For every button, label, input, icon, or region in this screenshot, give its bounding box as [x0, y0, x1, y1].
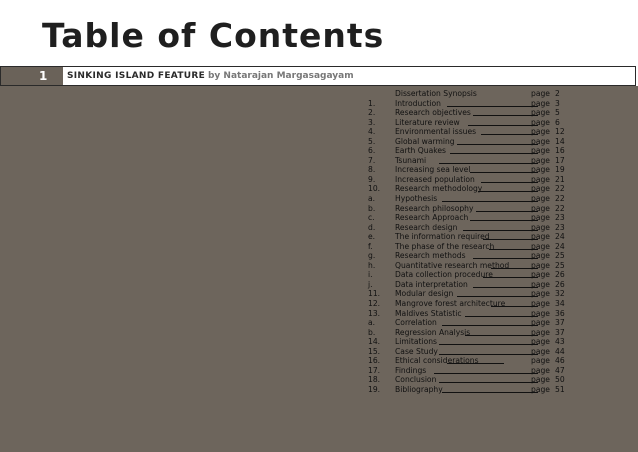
toc-page-number: 23 [555, 222, 565, 232]
toc-entry-number: c. [368, 213, 375, 223]
toc-entry[interactable] [368, 347, 628, 357]
toc-page-label: page [531, 117, 550, 127]
toc-leader-line [442, 325, 538, 326]
toc-entry-number: 7. [368, 155, 376, 165]
toc-page-number: 19 [555, 165, 565, 175]
toc-page-number: 24 [555, 241, 565, 251]
toc-page-number: 26 [555, 270, 565, 280]
toc-entry-title: Research Approach [395, 213, 469, 223]
toc-entry-title: Introduction [395, 98, 441, 108]
toc-entry-number: a. [368, 194, 376, 204]
toc-page-number: 16 [555, 146, 565, 156]
toc-page-label: page [531, 165, 550, 175]
toc-entry-title: Data interpretation [395, 279, 468, 289]
toc-entry[interactable] [368, 232, 628, 242]
toc-entry-title: Increasing sea level [395, 165, 471, 175]
toc-entry[interactable] [368, 375, 628, 385]
toc-entry[interactable] [368, 223, 628, 233]
toc-page-number: 37 [555, 327, 565, 337]
toc-entry[interactable] [368, 309, 628, 319]
toc-entry-title: Research objectives [395, 108, 471, 118]
brand-name: SINKING ISLAND FEATURE [67, 71, 206, 81]
toc-page-label: page [531, 146, 550, 156]
toc-leader-line [483, 239, 538, 240]
toc-entry-number: d. [368, 222, 376, 232]
toc-entry-title: Findings [395, 365, 427, 375]
toc-entry-number: b. [368, 203, 376, 213]
toc-entry[interactable] [368, 270, 628, 280]
toc-page-label: page [531, 203, 550, 213]
toc-entry-number: 6. [368, 146, 376, 156]
toc-entry[interactable] [368, 328, 628, 338]
toc-entry-number: e. [368, 232, 376, 242]
header-bar [0, 66, 636, 86]
slide-number: 1 [1, 67, 63, 85]
toc-leader-line [442, 201, 538, 202]
toc-entry[interactable] [368, 318, 628, 328]
toc-entry-title: Research philosophy [395, 203, 474, 213]
toc-entry-number: f. [368, 241, 373, 251]
toc-entry-title: Data collection procedure [395, 270, 493, 280]
toc-leader-line [442, 392, 538, 393]
toc-leader-line [457, 144, 538, 145]
toc-entry-title: Global warming [395, 136, 455, 146]
toc-entry-number: 1. [368, 98, 376, 108]
toc-entry[interactable] [368, 204, 628, 214]
toc-leader-line [470, 172, 538, 173]
toc-entry-number: 4. [368, 127, 376, 137]
toc-entry-title: Environmental issues [395, 127, 477, 137]
toc-leader-line [473, 287, 538, 288]
toc-entry-number: 8. [368, 165, 376, 175]
toc-entry[interactable] [368, 251, 628, 261]
toc-entry-title: Modular design [395, 289, 454, 299]
toc-entry[interactable] [368, 137, 628, 147]
toc-entry-number: 19. [368, 384, 381, 394]
toc-entry[interactable] [368, 261, 628, 271]
toc-page-number: 12 [555, 127, 565, 137]
toc-page-label: page [531, 241, 550, 251]
toc-entry-number: 14. [368, 337, 381, 347]
toc-leader-line [468, 125, 538, 126]
toc-entry-title: Correlation [395, 318, 437, 328]
toc-page-number: 25 [555, 260, 565, 270]
toc-entry[interactable] [368, 194, 628, 204]
toc-leader-line [447, 106, 538, 107]
toc-entry-number: g. [368, 251, 376, 261]
toc-entry-title: Research methodology [395, 184, 483, 194]
toc-page-number: 51 [555, 384, 565, 394]
toc-entry-title: Increased population [395, 174, 475, 184]
toc-page-label: page [531, 222, 550, 232]
toc-page-label: page [531, 136, 550, 146]
toc-entry-title: The information required [395, 232, 490, 242]
toc-entry-number: 18. [368, 375, 381, 385]
author-byline: by Natarajan Margasagayam [207, 71, 354, 81]
toc-entry-title: Quantitative research method [395, 260, 510, 270]
toc-page-label: page [531, 337, 550, 347]
toc-page-label: page [531, 299, 550, 309]
toc-leader-line [478, 191, 538, 192]
toc-leader-line [481, 182, 538, 183]
toc-page-number: 46 [555, 356, 565, 366]
toc-entry[interactable] [368, 184, 628, 194]
toc-entry-title: Tsunami [395, 155, 427, 165]
toc-entry[interactable] [368, 99, 628, 109]
toc-page-number: 14 [555, 136, 565, 146]
toc-page-number: 21 [555, 174, 565, 184]
toc-page-label: page [531, 384, 550, 394]
toc-page-label: page [531, 194, 550, 204]
toc-page-label: page [531, 365, 550, 375]
toc-entry-title: Regression Analysis [395, 327, 471, 337]
toc-entry-number: j. [368, 279, 373, 289]
toc-page-number: 34 [555, 299, 565, 309]
toc-entry-title: Earth Quakes [395, 146, 446, 156]
toc-leader-line [473, 258, 538, 259]
toc-entry[interactable] [368, 89, 628, 99]
toc-entry[interactable] [368, 213, 628, 223]
toc-page-label: page [531, 251, 550, 261]
toc-entry-number: 9. [368, 174, 376, 184]
toc-entry-title: Dissertation Synopsis [395, 89, 477, 98]
toc-entry-title: Limitations [395, 337, 437, 347]
toc-page-label: page [531, 346, 550, 356]
toc-entry-title: Research methods [395, 251, 466, 261]
toc-entry-number: i. [368, 270, 373, 280]
toc-page-label: page [531, 89, 550, 98]
toc-page-number: 47 [555, 365, 565, 375]
toc-entry[interactable] [368, 299, 628, 309]
toc-page-number: 5 [555, 108, 560, 118]
toc-entry-number: 17. [368, 365, 381, 375]
toc-page-label: page [531, 279, 550, 289]
toc-page-number: 50 [555, 375, 565, 385]
toc-page-label: page [531, 327, 550, 337]
toc-leader-line [463, 230, 538, 231]
toc-entry-number: a. [368, 318, 376, 328]
content-panel [0, 86, 638, 452]
toc-page-label: page [531, 308, 550, 318]
toc-leader-line [439, 382, 538, 383]
toc-leader-line [447, 363, 504, 364]
toc-page-label: page [531, 98, 550, 108]
toc-leader-line [457, 296, 538, 297]
toc-list [368, 89, 628, 395]
toc-page-number: 22 [555, 184, 565, 194]
toc-leader-line [470, 220, 538, 221]
toc-page-number: 3 [555, 98, 560, 108]
toc-entry-number: b. [368, 327, 376, 337]
toc-entry[interactable] [368, 366, 628, 376]
toc-leader-line [439, 344, 538, 345]
toc-page-label: page [531, 213, 550, 223]
toc-entry-title: Mangrove forest architecture [395, 299, 506, 309]
toc-entry-title: Hypothesis [395, 194, 438, 204]
toc-entry[interactable] [368, 385, 628, 395]
toc-leader-line [476, 211, 538, 212]
toc-page-number: 17 [555, 155, 565, 165]
toc-entry-number: 13. [368, 308, 381, 318]
toc-page-label: page [531, 356, 550, 366]
toc-leader-line [450, 153, 538, 154]
toc-page-number: 44 [555, 346, 565, 356]
toc-leader-line [465, 316, 538, 317]
toc-leader-line [465, 335, 538, 336]
toc-page-number: 26 [555, 279, 565, 289]
toc-entry[interactable] [368, 175, 628, 185]
toc-page-number: 24 [555, 232, 565, 242]
toc-page-label: page [531, 108, 550, 118]
toc-entry-number: 2. [368, 108, 376, 118]
toc-entry-title: Literature review [395, 117, 460, 127]
toc-page-label: page [531, 155, 550, 165]
toc-page-number: 23 [555, 213, 565, 223]
toc-entry[interactable] [368, 280, 628, 290]
toc-page-number: 43 [555, 337, 565, 347]
toc-entry-title: Research design [395, 222, 458, 232]
toc-page-number: 22 [555, 203, 565, 213]
toc-leader-line [439, 163, 538, 164]
toc-page-label: page [531, 184, 550, 194]
toc-entry-number: 12. [368, 299, 381, 309]
toc-entry-title: Case Study [395, 346, 438, 356]
toc-entry-title: Bibliography [395, 384, 443, 394]
toc-entry[interactable] [368, 337, 628, 347]
toc-entry[interactable] [368, 242, 628, 252]
toc-entry[interactable] [368, 156, 628, 166]
header-caption [67, 67, 354, 85]
toc-leader-line [434, 373, 538, 374]
toc-page-number: 22 [555, 194, 565, 204]
toc-page-label: page [531, 232, 550, 242]
toc-page-number: 25 [555, 251, 565, 261]
toc-entry-number: 16. [368, 356, 381, 366]
toc-page-label: page [531, 270, 550, 280]
toc-entry[interactable] [368, 146, 628, 156]
toc-entry[interactable] [368, 108, 628, 118]
toc-page-number: 36 [555, 308, 565, 318]
toc-entry-number: 5. [368, 136, 376, 146]
toc-entry-title: Ethical considerations [395, 356, 479, 366]
toc-entry-number: 15. [368, 346, 381, 356]
toc-page-number: 6 [555, 117, 560, 127]
toc-page-label: page [531, 127, 550, 137]
toc-page-label: page [531, 174, 550, 184]
toc-page-number: 2 [555, 89, 560, 98]
toc-page-label: page [531, 260, 550, 270]
toc-entry-title: Conclusion [395, 375, 437, 385]
toc-page-label: page [531, 375, 550, 385]
toc-entry[interactable] [368, 165, 628, 175]
toc-entry-number: 3. [368, 117, 376, 127]
toc-entry-number: 11. [368, 289, 381, 299]
toc-leader-line [481, 134, 538, 135]
toc-entry-title: Maldives Statistic [395, 308, 462, 318]
toc-entry[interactable] [368, 127, 628, 137]
toc-page-label: page [531, 289, 550, 299]
toc-entry-number: 10. [368, 184, 381, 194]
toc-entry-number: h. [368, 260, 376, 270]
toc-entry-title: The phase of the research [395, 241, 495, 251]
toc-entry[interactable] [368, 356, 628, 366]
toc-leader-line [473, 115, 538, 116]
toc-leader-line [439, 354, 538, 355]
toc-page-number: 32 [555, 289, 565, 299]
toc-entry[interactable] [368, 289, 628, 299]
toc-page-number: 37 [555, 318, 565, 328]
toc-entry[interactable] [368, 118, 628, 128]
toc-leader-line [483, 277, 538, 278]
toc-page-label: page [531, 318, 550, 328]
page-title: Table of Contents [42, 16, 385, 55]
